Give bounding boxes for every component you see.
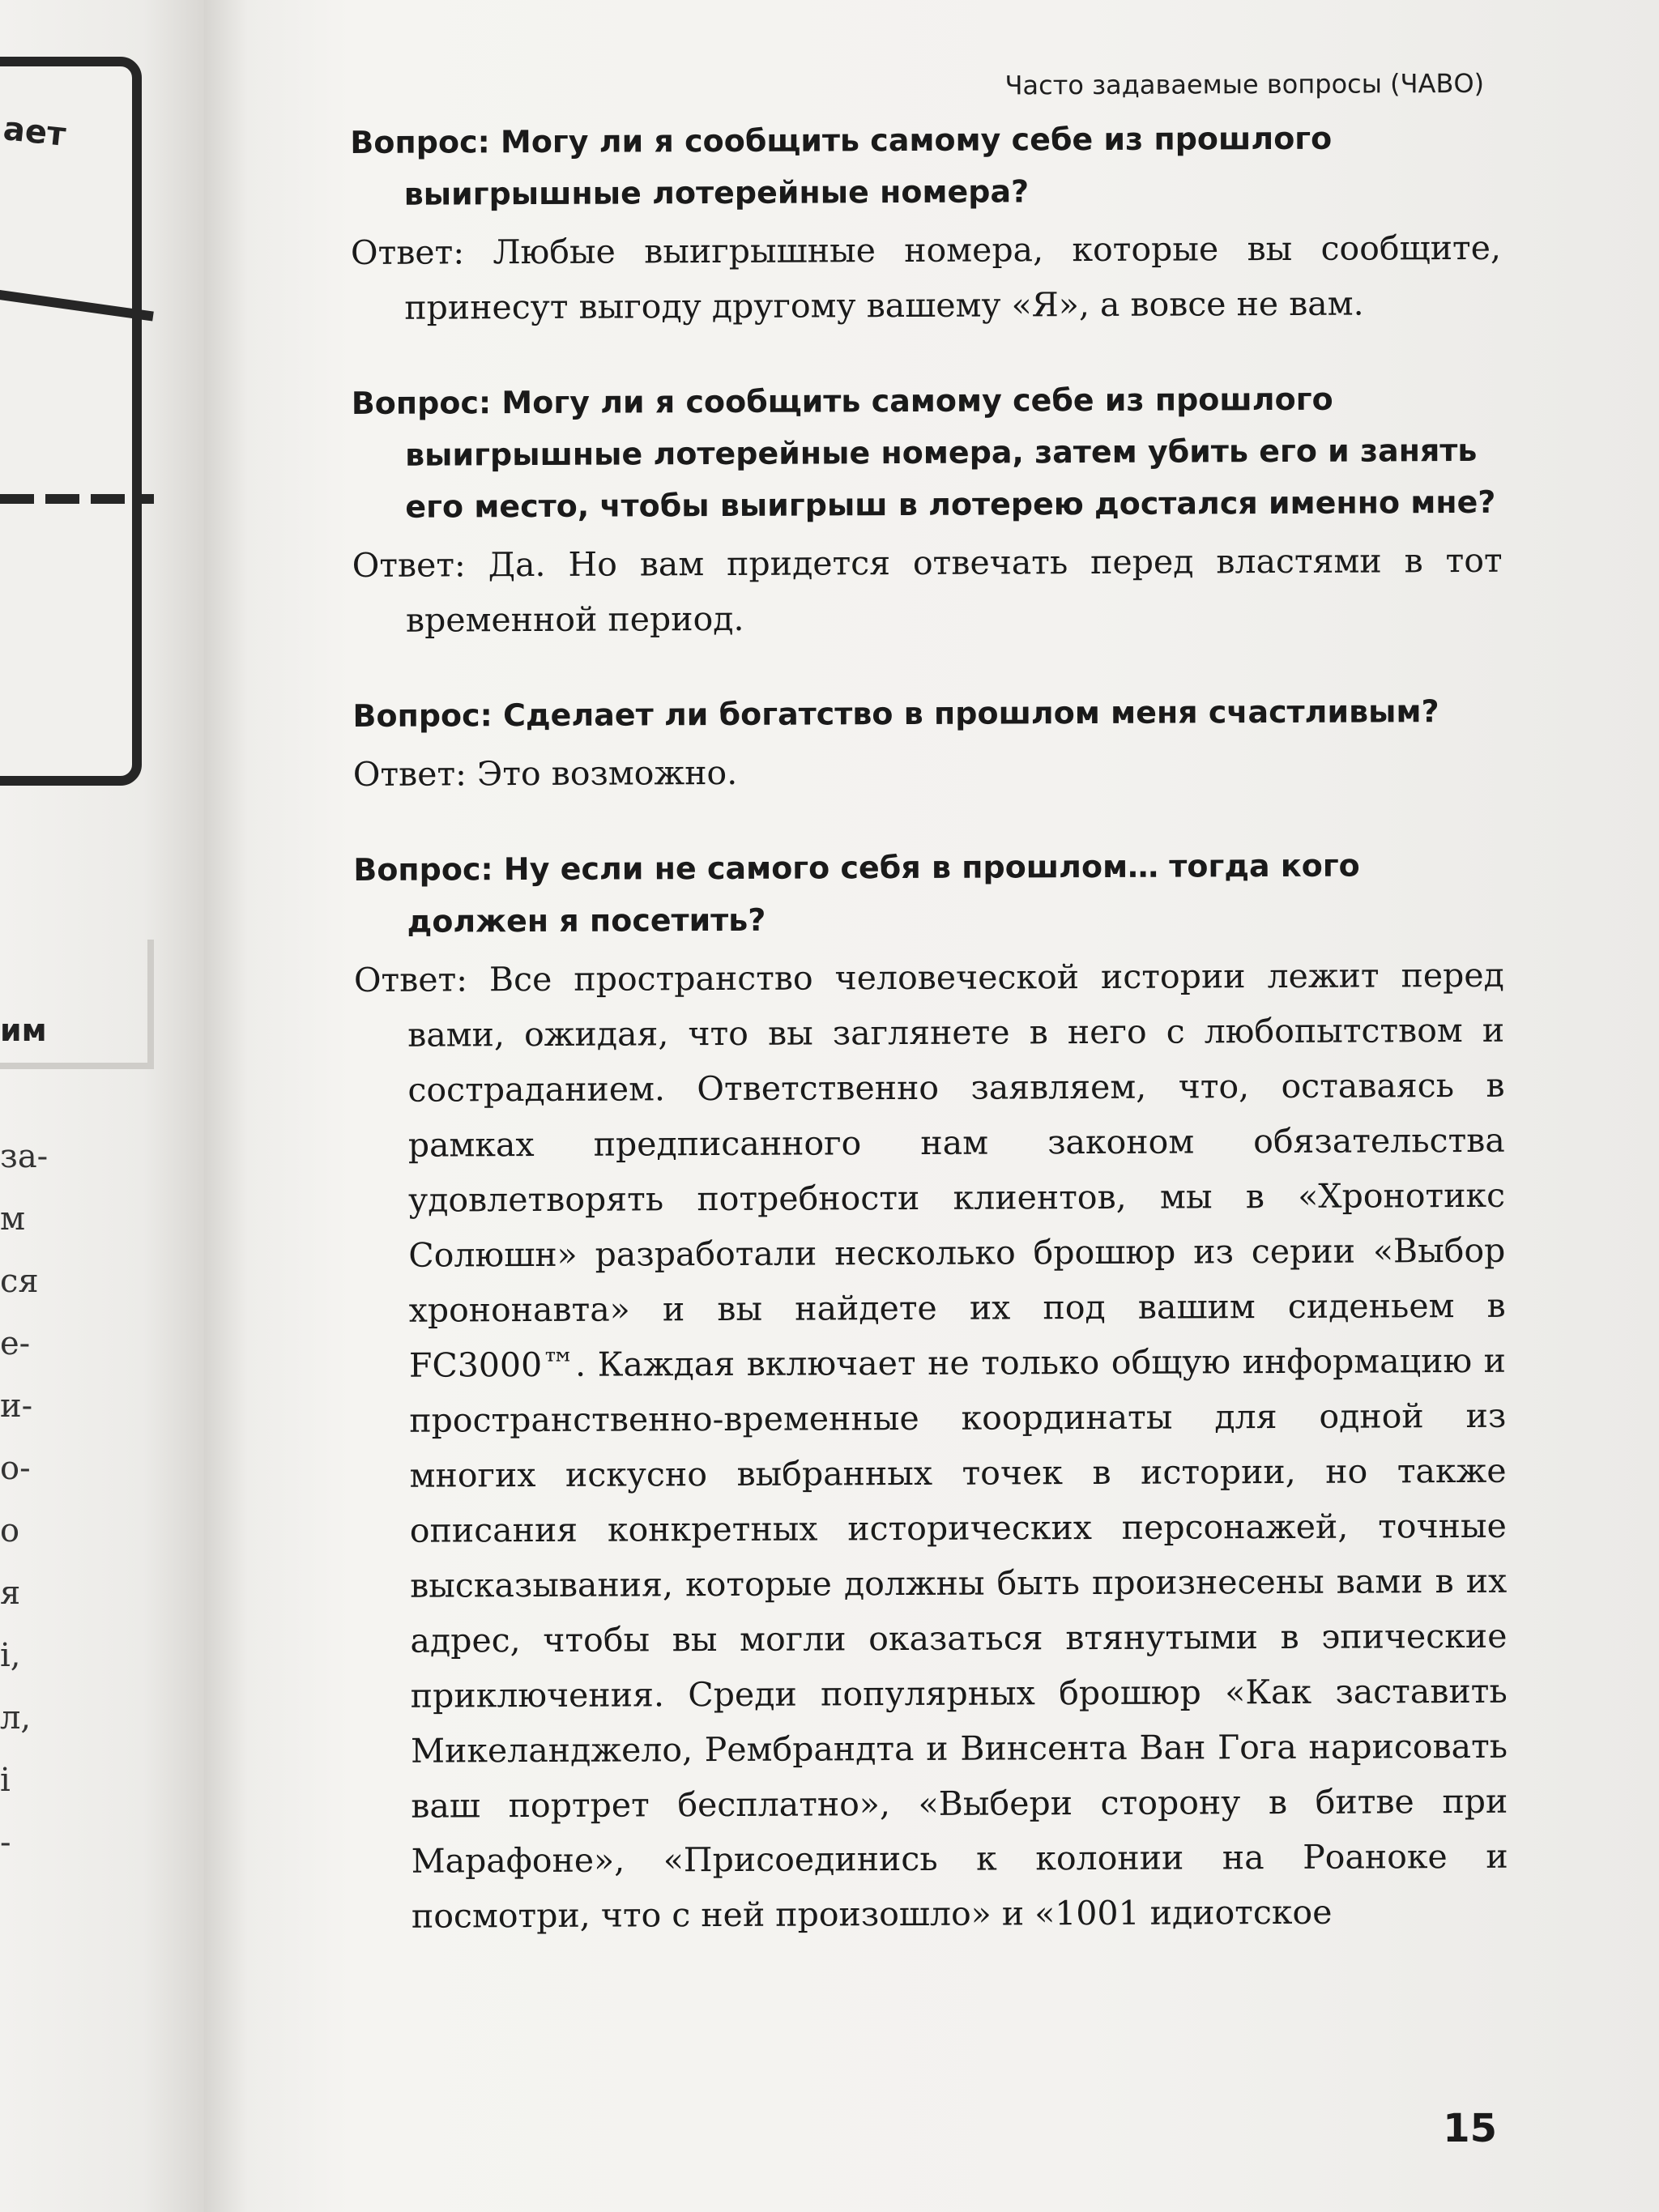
qa-item: [352, 685, 1503, 802]
left-page-frame-graphic: [0, 57, 142, 786]
left-page-fragment: е-: [0, 1325, 31, 1362]
left-page-text-fragments: [0, 1126, 48, 1874]
question-text: Вопрос: Могу ли я сообщить самому себе из прошлого выигрышные лотерейные номера, затем убить его и занять его место, чтобы выигрыш в лотерею достался именно мне?: [351, 381, 1496, 525]
left-page-fragment: о: [0, 1512, 20, 1549]
page-content: [350, 68, 1508, 1986]
left-page-fragment: я: [0, 1575, 21, 1612]
answer-text: Ответ: Да. Но вам придется отвечать перед властями в тот временной период.: [352, 540, 1503, 640]
left-page-fragment: ся: [0, 1263, 39, 1300]
left-page-fragment: м: [0, 1200, 26, 1238]
left-page-box-graphic: [0, 940, 154, 1069]
left-page-fragment: і,: [0, 1637, 21, 1674]
left-page-top-word: ает: [1, 110, 68, 154]
qa-item: [352, 373, 1503, 648]
left-page-fragment: і: [0, 1762, 11, 1799]
qa-item: [350, 112, 1501, 335]
left-page-fragment: -: [0, 1824, 11, 1861]
left-page-bottom-label: им: [0, 1012, 47, 1048]
left-page-fragment: и-: [0, 1387, 33, 1425]
question-text: Вопрос: Могу ли я сообщить самому себе из прошлого выигрышные лотерейные номера?: [350, 120, 1333, 212]
answer-text: Ответ: Любые выигрышные номера, которые вы сообщите, принесут выгоду другому вашему «Я», а вовсе не вам.: [350, 228, 1502, 327]
left-page-fragment: л,: [0, 1699, 32, 1737]
question-text: Вопрос: Сделает ли богатство в прошлом меня счастливым?: [352, 693, 1439, 734]
qa-item: [353, 839, 1508, 1944]
left-page-dashed-line: [0, 494, 154, 504]
running-header: Часто задаваемые вопросы (ЧАВО): [1004, 67, 1485, 101]
answer-text: Ответ: Все пространство человеческой истории лежит перед вами, ожидая, что вы заглянете в него с любопытством и состраданием. Ответственно заявляем, что, оставаясь в рамках предписанного нам законом обязательства удовлетворять потребности клиентов, мы в «Хронотикс Солюшн» разработали несколько брошюр из серии «Выбор хрононавта» и вы найдете их под вашим сиденьем в FC3000™. Каждая включает не только общую информацию и пространственно-временные координаты для одной из многих искусно выбранных точек в истории, но также описания конкретных исторических персонажей, точные высказывания, которые должны быть произнесены вами в их адрес, чтобы вы могли оказаться втянутыми в эпические приключения. Среди популярных брошюр «Как заставить Микеланджело, Рембрандта и Винсента Ван Гога нарисовать ваш портрет бесплатно», «Выбери сторону в битве при Марафоне», «Присоединись к колонии на Роаноке и посмотри, что с ней произошло» и «1001 идиотское: [353, 955, 1508, 1936]
right-page: [204, 0, 1659, 2212]
question-text: Вопрос: Ну если не самого себя в прошлом… тогда кого должен я посетить?: [353, 847, 1360, 940]
left-page-fragment: о-: [0, 1450, 31, 1487]
left-page: [0, 0, 204, 2212]
page-number: 15: [1443, 2106, 1497, 2151]
answer-text: Ответ: Это возможно.: [352, 752, 738, 794]
left-page-fragment: за-: [0, 1138, 49, 1175]
